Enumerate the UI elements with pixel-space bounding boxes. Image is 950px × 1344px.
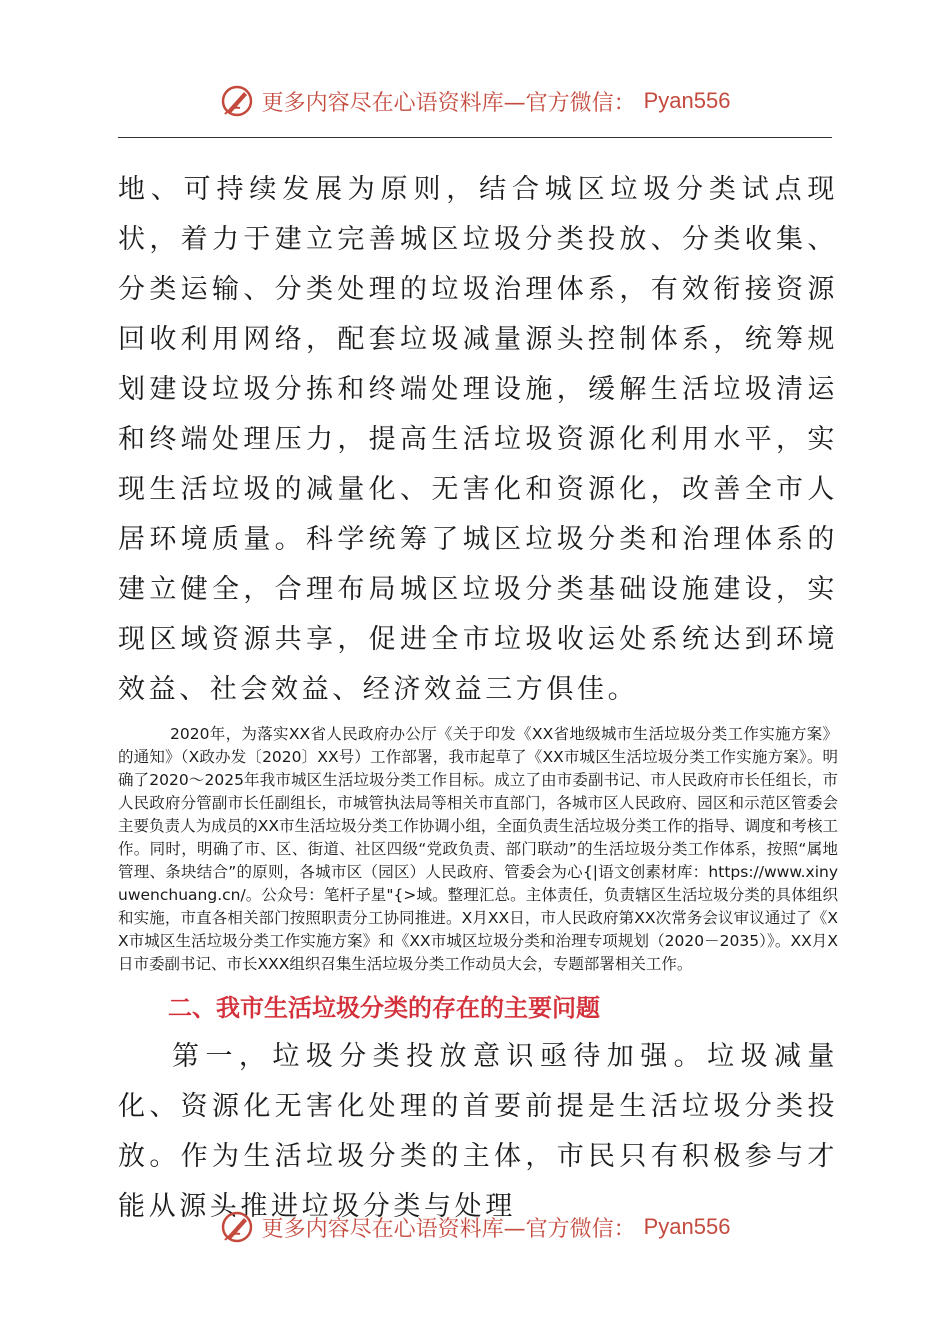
paragraph-2: 2020年，为落实XX省人民政府办公厅《关于印发《XX省地级城市生活垃圾分类工作实施方案》的通知》（X政办发〔2020〕XX号）工作部署，我市起草了《XX市城区生活垃圾分类工作实施方案》。明确了2020～2025年我市城区生活垃圾分类工作目标。成立了由市委副书记、市人民政府市长任组长，市人民政府分管副市长任副组长，市城管执法局等相关市直部门，各城市区人民政府、园区和示范区管委会主要负责人为成员的XX市生活垃圾分类工作协调小组，全面负责生活垃圾分类工作的指导、调度和考核工作。同时，明确了市、区、街道、社区四级“党政负责、部门联动”的生活垃圾分类工作体系，按照“属地管理、条块结合”的原则，各城市区（园区）人民政府、管委会为心{|语文创素材库：https://www.xinyuwenchuang.cn/。公众号：笔杆子星"{>域。整理汇总。主体责任，负责辖区生活垃圾分类的具体组织和实施，市直各相关部门按照职责分工协同推进。X月XX日，市人民政府第XX次常务会议审议通过了《XX市城区生活垃圾分类工作实施方案》和《XX市城区垃圾分类和治理专项规划（2020－2035）》。XX月X日市委副书记、市长XXX组织召集生活垃圾分类工作动员大会，专题部署相关工作。 — [118, 725, 838, 973]
footer-wechat-id: Pyan556 — [643, 1214, 731, 1239]
section-heading: 二、我市生活垃圾分类的存在的主要问题 — [168, 994, 600, 1022]
brand-banner — [220, 84, 731, 118]
header-divider — [118, 137, 832, 138]
header-wechat-id: Pyan556 — [643, 88, 731, 113]
pen-logo-icon — [220, 84, 254, 118]
page-header — [0, 84, 950, 124]
header-tagline: 更多内容尽在心语资料库—官方微信： — [261, 90, 636, 116]
pen-logo-icon — [220, 1210, 254, 1244]
paragraph-1: 地、可持续发展为原则，结合城区垃圾分类试点现状，着力于建立完善城区垃圾分类投放、分类收集、分类运输、分类处理的垃圾治理体系，有效衔接资源回收利用网络，配套垃圾减量源头控制体系，统筹规划建设垃圾分拣和终端处理设施，缓解生活垃圾清运和终端处理压力，提高生活垃圾资源化利用水平，实现生活垃圾的减量化、无害化和资源化，改善全市人居环境质量。科学统筹了城区垃圾分类和治理体系的建立健全，合理布局城区垃圾分类基础设施建设，实现区域资源共享，促进全市垃圾收运处系统达到环境效益、社会效益、经济效益三方俱佳。 — [118, 174, 838, 705]
page-footer — [0, 1210, 950, 1250]
footer-tagline: 更多内容尽在心语资料库—官方微信： — [261, 1216, 636, 1242]
document-body — [118, 165, 838, 1232]
paragraph-3: 第一，垃圾分类投放意识亟待加强。垃圾减量化、资源化无害化处理的首要前提是生活垃圾分类投放。作为生活垃圾分类的主体，市民只有积极参与才能从源头推进垃圾分类与处理 — [118, 1041, 838, 1222]
brand-banner-footer — [220, 1210, 731, 1244]
